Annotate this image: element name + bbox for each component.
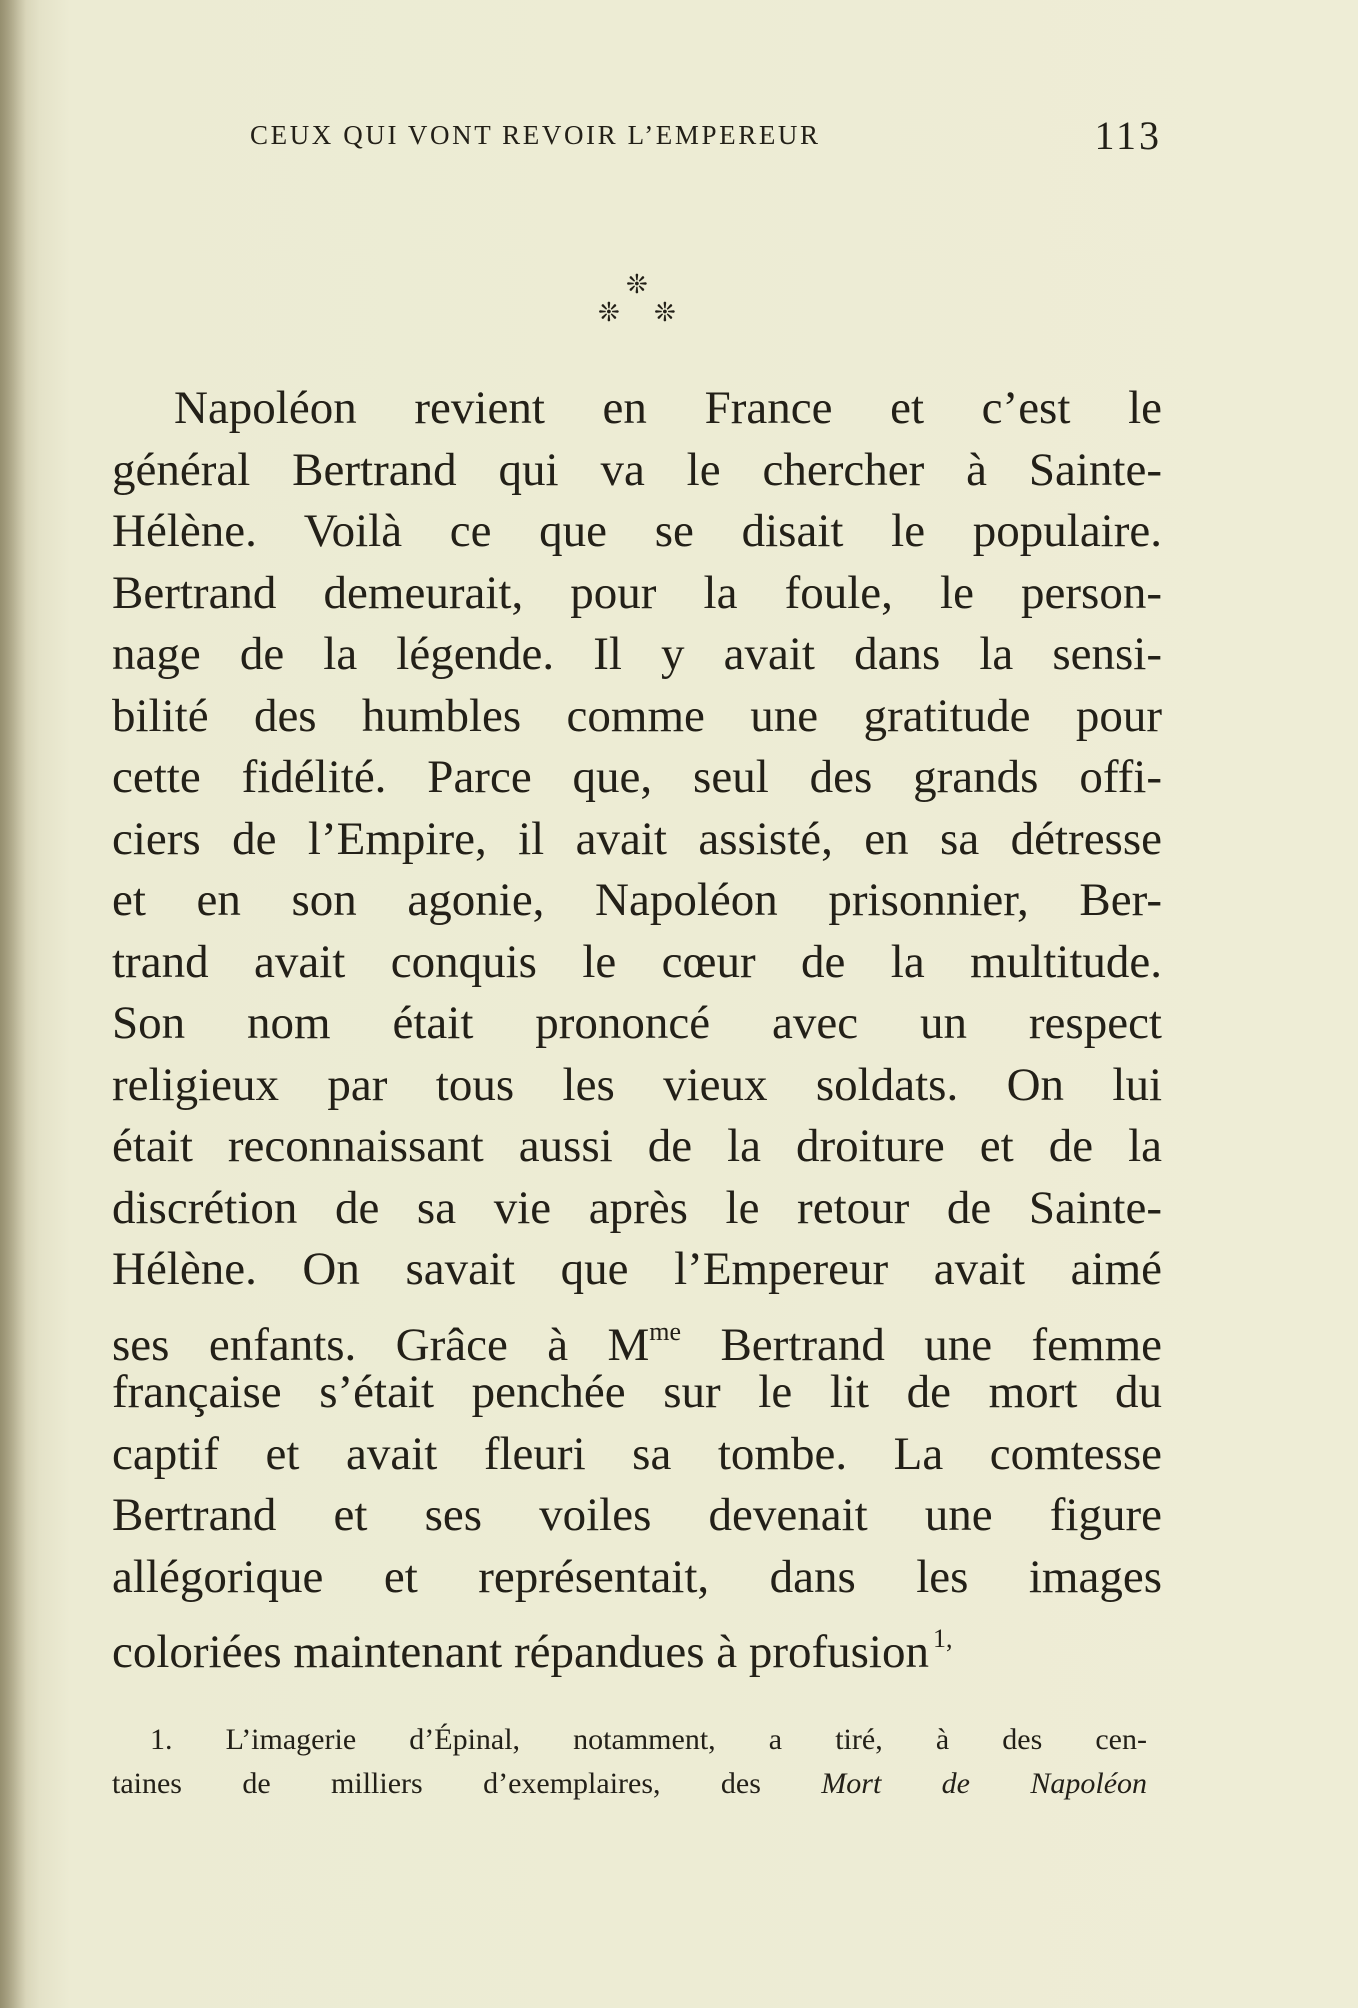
text-line: religieux par tous les vieux soldats. On lui	[112, 1058, 1162, 1111]
text-segment: Bertrand une femme	[681, 1318, 1163, 1371]
footnote-line	[112, 1762, 1147, 1806]
text-line: captif et avait fleuri sa tombe. La comtesse	[112, 1427, 1162, 1480]
text-line: allégorique et représentait, dans les images	[112, 1550, 1162, 1603]
running-head	[250, 112, 1190, 162]
superscript-abbreviation: me	[649, 1316, 682, 1346]
page-number: 113	[1094, 113, 1162, 158]
text-line: Napoléon revient en France et c’est le	[174, 382, 1162, 434]
footnote-italic-title: Mort de Napoléon	[821, 1767, 1148, 1800]
body-paragraph	[112, 378, 1163, 1678]
text-line: trand avait conquis le cœur de la multitude.	[112, 935, 1162, 988]
footnote-reference: 1,	[933, 1624, 953, 1653]
running-title: CEUX QUI VONT REVOIR L’EMPEREUR	[250, 120, 821, 150]
footnote	[112, 1718, 1147, 1806]
footnote-line: 1. L’imagerie d’Épinal, notamment, a tiré, à des cen-	[150, 1723, 1147, 1756]
text-line: était reconnaissant aussi de la droiture et de la	[112, 1120, 1162, 1172]
text-line: Hélène. On savait que l’Empereur avait aimé	[112, 1243, 1162, 1295]
binding-shadow	[0, 0, 26, 2008]
text-line-with-superscript	[112, 1301, 1163, 1371]
text-line-last	[112, 1608, 1162, 1678]
asterisk-icon: ❊	[626, 270, 648, 299]
text-line: française s’était penchée sur le lit de mort du	[112, 1366, 1162, 1418]
text-line: Bertrand et ses voiles devenait une figure	[112, 1489, 1162, 1541]
text-line: bilité des humbles comme une gratitude pour	[112, 689, 1162, 742]
asterisk-icon: ❊	[654, 298, 676, 327]
footnote-text: taines de milliers d’exemplaires, des	[112, 1767, 761, 1800]
text-line: cette fidélité. Parce que, seul des grands offi-	[112, 751, 1162, 803]
text-line: Hélène. Voilà ce que se disait le populaire.	[112, 505, 1162, 557]
text-segment: coloriées maintenant répandues à profusion	[112, 1626, 929, 1678]
asterisk-icon: ❊	[598, 298, 620, 327]
text-line: Son nom était prononcé avec un respect	[112, 997, 1162, 1049]
text-line: discrétion de sa vie après le retour de Sainte-	[112, 1181, 1162, 1234]
text-line: Bertrand demeurait, pour la foule, le person-	[112, 566, 1162, 619]
text-line: général Bertrand qui va le chercher à Sainte-	[112, 443, 1162, 496]
text-line: ciers de l’Empire, il avait assisté, en sa détresse	[112, 812, 1162, 865]
text-line: nage de la légende. Il y avait dans la sensi-	[112, 628, 1162, 680]
asterism-ornament	[596, 272, 680, 336]
text-segment: ses enfants. Grâce à M	[112, 1318, 650, 1371]
text-line: et en son agonie, Napoléon prisonnier, Ber-	[112, 874, 1162, 926]
